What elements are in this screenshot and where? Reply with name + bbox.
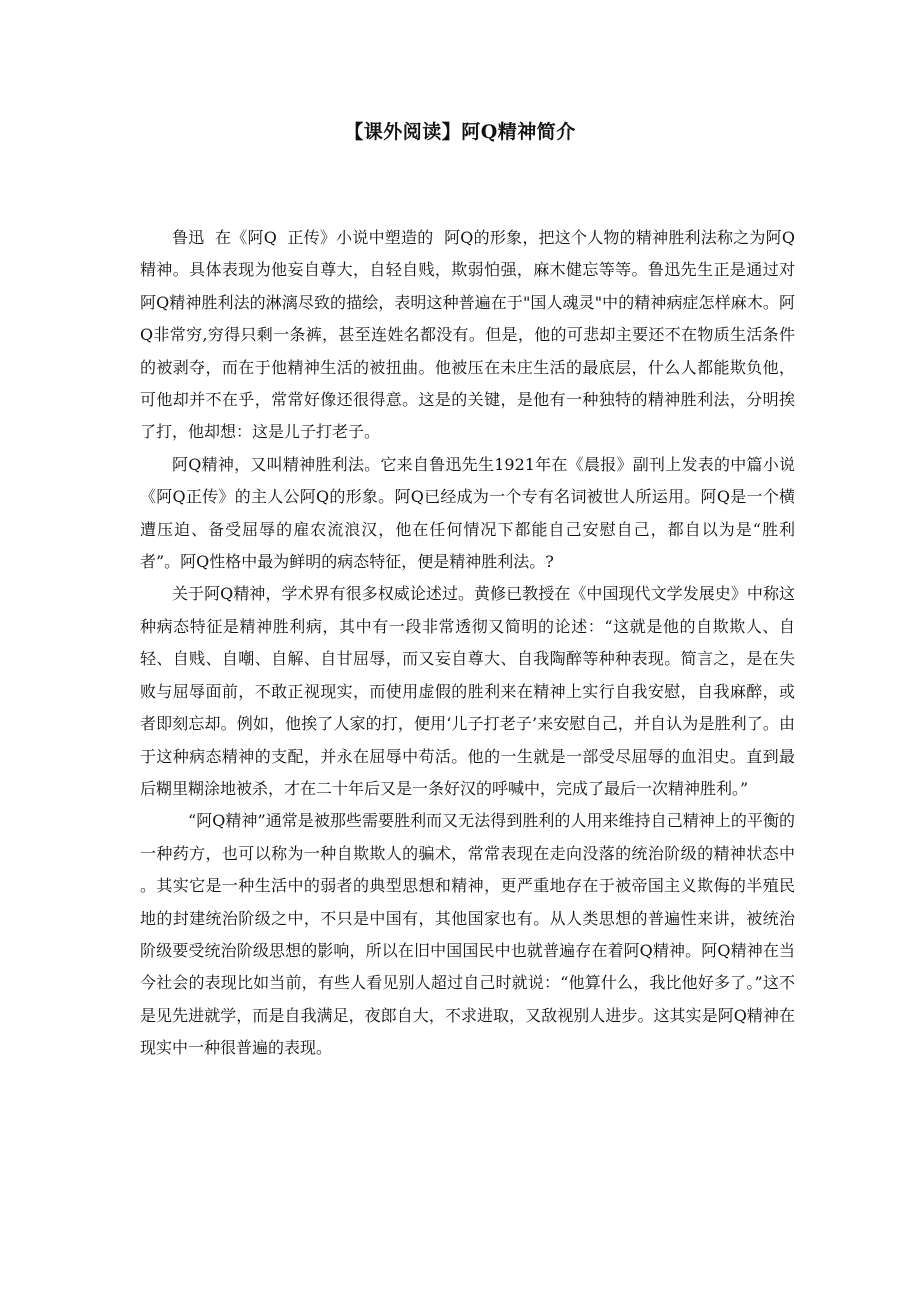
paragraph-1: 鲁迅 在《阿Q 正传》小说中塑造的 阿Q的形象，把这个人物的精神胜利法称之为阿Q精神。具体表现为他妄自尊大，自轻自贱，欺弱怕强，麻木健忘等等。鲁迅先生正是通过对阿Q精神胜利法的淋漓尽致的描绘，表明这种普遍在于"国人魂灵"中的精神病症怎样麻木。阿Q非常穷,穷得只剩一条裤，甚至连姓名都没有。但是，他的可悲却主要还不在物质生活条件的被剥夺，而在于他精神生活的被扭曲。他被压在未庄生活的最底层，什么人都能欺负他，可他却并不在乎，常常好像还很得意。这是的关键，是他有一种独特的精神胜利法，分明挨了打，他却想：这是儿子打老子。 <box>140 228 795 442</box>
paragraph-3: 关于阿Q精神，学术界有很多权威论述过。黄修已教授在《中国现代文学发展史》中称这种病态特征是精神胜利病，其中有一段非常透彻又简明的论述：“这就是他的自欺欺人、自轻、自贱、自嘲、自解、自甘屈辱，而又妄自尊大、自我陶醉等种种表现。简言之，是在失败与屈辱面前，不敢正视现实，而使用虚假的胜利来在精神上实行自我安慰，自我麻醉，或者即刻忘却。例如，他挨了人家的打，便用‘儿子打老子’来安慰自己，并自认为是胜利了。由于这种病态精神的支配，并永在屈辱中苟活。他的一生就是一部受尽屈辱的血泪史。直到最后糊里糊涂地被杀，才在二十年后又是一条好汉的呼喊中，完成了最后一次精神胜利。” <box>140 584 795 798</box>
paragraph-4: “阿Q精神”通常是被那些需要胜利而又无法得到胜利的人用来维持自己精神上的平衡的一种药方，也可以称为一种自欺欺人的骗术，常常表现在走向没落的统治阶级的精神状态中 。其实它是一种生活中的弱者的典型思想和精神，更严重地存在于被帝国主义欺侮的半殖民地的封建统治阶级之中，不只是中国有，其他国家也有。从人类思想的普遍性来讲，被统治阶级要受统治阶级思想的影响，所以在旧中国国民中也就普遍存在着阿Q精神。阿Q精神在当今社会的表现比如当前，有些人看见别人超过自己时就说：“他算什么，我比他好多了。”这不是见先进就学，而是自我满足，夜郎自大，不求进取，又敌视别人进步。这其实是阿Q精神在现实中一种很普遍的表现。 <box>140 811 806 1058</box>
document-body <box>140 222 806 1065</box>
paragraph-2: 阿Q精神，又叫精神胜利法。它来自鲁迅先生1921年在《晨报》副刊上发表的中篇小说《阿Q正传》的主人公阿Q的形象。阿Q已经成为一个专有名词被世人所运用。阿Q是一个横遭压迫、备受屈辱的雇农流浪汉，他在任何情况下都能自己安慰自己，都自以为是“胜利者”。阿Q性格中最为鲜明的病态特征，便是精神胜利法。? <box>140 454 795 572</box>
document-title: 【课外阅读】阿Q精神简介 <box>344 121 576 143</box>
